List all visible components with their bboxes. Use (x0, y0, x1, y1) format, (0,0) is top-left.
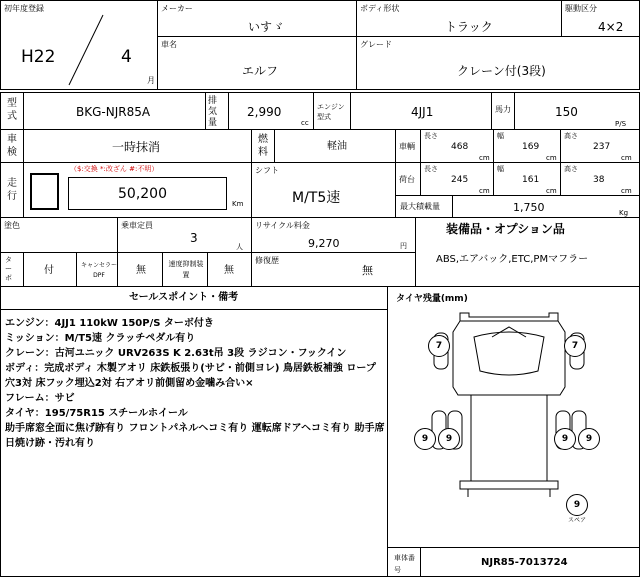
bed-height-label: 高さ (564, 165, 578, 173)
drive-value: 4×2 (598, 20, 624, 34)
sales-title-row (1, 287, 387, 310)
cab-width-unit: cm (546, 154, 557, 162)
max-load-cell (452, 195, 640, 218)
turbo-cell (23, 252, 77, 287)
turbo-label-cell (0, 252, 24, 287)
engine-type-label-cell (313, 92, 351, 130)
bed-label: 荷台 (399, 175, 415, 184)
capacity-label: 乗車定員 (121, 221, 153, 230)
drive-cell (561, 0, 640, 37)
bed-width-cell (493, 162, 561, 196)
model-label-cell (0, 92, 24, 130)
car-name-cell (157, 36, 357, 90)
speed-limiter-label: 速度抑制装置 (168, 260, 204, 279)
displacement-label-cell (205, 92, 229, 130)
speed-limiter-cell (207, 252, 252, 287)
power-label-cell (491, 92, 515, 130)
mileage-label: 走行 (7, 178, 17, 202)
cab-width-value: 169 (522, 142, 540, 152)
repair-label: 修復歴 (255, 256, 279, 265)
bed-width-unit: cm (546, 187, 557, 195)
color-label: 塗色 (4, 221, 20, 230)
reg-month: 4 (121, 47, 132, 67)
max-load-label-cell (395, 195, 453, 218)
tire-front-right: 7 (564, 335, 586, 357)
displacement-label: 排気量 (208, 96, 218, 128)
recycle-unit: 円 (400, 242, 407, 250)
mileage-value: 50,200 (118, 186, 167, 202)
power-cell (514, 92, 640, 130)
maker-cell (157, 0, 357, 37)
sales-title: セールスポイント・備考 (129, 292, 239, 303)
reg-year: H22 (21, 47, 56, 67)
equipment-value: ABS,エアバック,ETC,PMマフラー (436, 254, 589, 265)
bed-height-unit: cm (621, 187, 632, 195)
car-name-label: 車名 (161, 40, 177, 49)
cab-width-cell (493, 129, 561, 163)
inspection-cell (23, 129, 252, 163)
tires-title: タイヤ残量(mm) (396, 294, 468, 304)
speed-limiter-value: 無 (224, 265, 234, 276)
inspection-value: 一時抹消 (112, 140, 161, 154)
cab-label-cell (395, 129, 421, 163)
turbo-label: ターボ (5, 256, 12, 282)
engine-type-label: エンジン型式 (317, 103, 345, 121)
canceller-value: 無 (136, 265, 146, 276)
capacity-cell (117, 217, 252, 253)
capacity-unit: 人 (236, 243, 243, 251)
fuel-label: 燃料 (258, 134, 268, 158)
grade-label: グレード (360, 40, 392, 49)
max-load-value: 1,750 (513, 201, 545, 214)
bed-length-unit: cm (479, 187, 490, 195)
cab-width-label: 幅 (497, 132, 504, 140)
tire-rear-left-outer: 9 (414, 428, 436, 450)
power-label: 馬力 (495, 105, 511, 114)
bed-width-value: 161 (522, 175, 540, 185)
grade-cell (356, 36, 640, 90)
model-value: BKG-NJR85A (76, 105, 151, 119)
tire-front-left: 7 (428, 335, 450, 357)
cab-height-cell (560, 129, 640, 163)
color-cell (0, 217, 118, 253)
grade-value: クレーン付(3段) (457, 64, 546, 78)
shift-cell (251, 162, 396, 218)
max-load-label: 最大積載量 (400, 202, 440, 211)
equipment-title: 装備品・オプション品 (446, 222, 565, 236)
body-type-label: ボディ形状 (360, 4, 400, 13)
bed-width-label: 幅 (497, 165, 504, 173)
power-value: 150 (555, 105, 578, 119)
cab-length-label: 長さ (424, 132, 438, 140)
bed-length-value: 245 (451, 175, 469, 185)
body-type-value: トラック (445, 20, 493, 34)
fuel-label-cell (251, 129, 275, 163)
maker-value: いすゞ (248, 20, 285, 34)
mileage-check-box (30, 173, 59, 210)
equipment-cell (415, 217, 640, 287)
engine-type-cell (350, 92, 492, 130)
power-unit: P/S (615, 120, 627, 128)
canceller-label-cell (76, 252, 118, 287)
bed-height-cell (560, 162, 640, 196)
canceller-label: キャンセラーDPF (81, 262, 118, 279)
shift-value: M/T5速 (292, 190, 341, 206)
model-cell (23, 92, 206, 130)
inspection-label-cell (0, 129, 24, 163)
mileage-cell (23, 162, 252, 218)
cab-length-value: 468 (451, 142, 469, 152)
vin-label-cell (387, 547, 421, 577)
tire-spare-label: スペア (568, 517, 587, 524)
drive-label: 駆動区分 (565, 4, 597, 13)
mileage-label-cell (0, 162, 24, 218)
displacement-value: 2,990 (247, 105, 282, 119)
tire-rear-left-inner: 9 (438, 428, 460, 450)
sales-line: クレーン：古河ユニック URV263S K 2.63t吊 3段 ラジコン・フックイン (5, 348, 347, 359)
recycle-label: リサイクル料金 (255, 221, 310, 230)
cab-height-unit: cm (621, 154, 632, 162)
tire-spare: 9 (566, 494, 588, 516)
turbo-value: 付 (44, 265, 54, 276)
sales-line: ミッション：M/T5速 クラッチペダル有り (5, 333, 196, 344)
cab-length-unit: cm (479, 154, 490, 162)
repair-cell (251, 252, 416, 287)
shift-label: シフト (255, 166, 279, 175)
car-name-value: エルフ (242, 64, 279, 78)
model-label: 型式 (7, 98, 17, 122)
displacement-unit: cc (301, 119, 309, 127)
sales-line: フレーム：サビ (5, 393, 75, 404)
sales-line: タイヤ：195/75R15 スチールホイール (5, 408, 188, 419)
mileage-unit: Km (232, 200, 244, 208)
recycle-value: 9,270 (308, 237, 340, 250)
speed-limiter-label-cell (162, 252, 208, 287)
truck-diagram (388, 287, 640, 549)
bed-length-label: 長さ (424, 165, 438, 173)
maker-label: メーカー (161, 4, 193, 13)
canceller-cell (117, 252, 163, 287)
tire-rear-right-inner: 9 (554, 428, 576, 450)
mileage-note: （$:交換 *:改ざん #:不明） (70, 165, 159, 173)
fuel-cell (274, 129, 396, 163)
cab-label: 車輌 (399, 142, 415, 151)
tires-cell (387, 286, 640, 548)
displacement-cell (228, 92, 314, 130)
max-load-unit: Kg (619, 209, 629, 217)
vin-label: 車体番号 (394, 554, 415, 574)
sales-lines (5, 316, 385, 451)
recycle-cell (251, 217, 416, 253)
vin-value: NJR85-7013724 (481, 557, 568, 568)
reg-month-unit: 月 (147, 76, 155, 85)
cab-length-cell (420, 129, 494, 163)
sales-line: エンジン：4JJ1 110kW 150P/S ターボ付き (5, 318, 214, 329)
fuel-value: 軽油 (327, 141, 347, 152)
cab-height-label: 高さ (564, 132, 578, 140)
bed-length-cell (420, 162, 494, 196)
cab-height-value: 237 (593, 142, 611, 152)
sales-cell (0, 286, 388, 577)
sales-line: ボディ：完成ボディ 木製アオリ 床鉄板張り(サビ・前側ヨレ) 鳥居鉄板補強 ロープ穴3対 床フック埋込2対 右アオリ前側留め金噛み合い× (5, 363, 376, 389)
body-type-cell (356, 0, 562, 37)
reg-label: 初年度登録 (4, 4, 44, 13)
capacity-value: 3 (190, 231, 198, 245)
tire-rear-right-outer: 9 (578, 428, 600, 450)
bed-label-cell (395, 162, 421, 196)
sales-line: 助手席窓全面に焦げ跡有り フロントパネルヘコミ有り 運転席ドアヘコミ有り 助手席日焼け跡・汚れ有り (5, 423, 385, 449)
bed-height-value: 38 (593, 175, 605, 185)
vin-cell (420, 547, 640, 577)
inspection-label: 車検 (7, 134, 17, 158)
engine-type-value: 4JJ1 (411, 105, 434, 119)
reg-cell (0, 0, 158, 90)
repair-value: 無 (362, 264, 373, 277)
reg-divider-slash (1, 1, 159, 91)
